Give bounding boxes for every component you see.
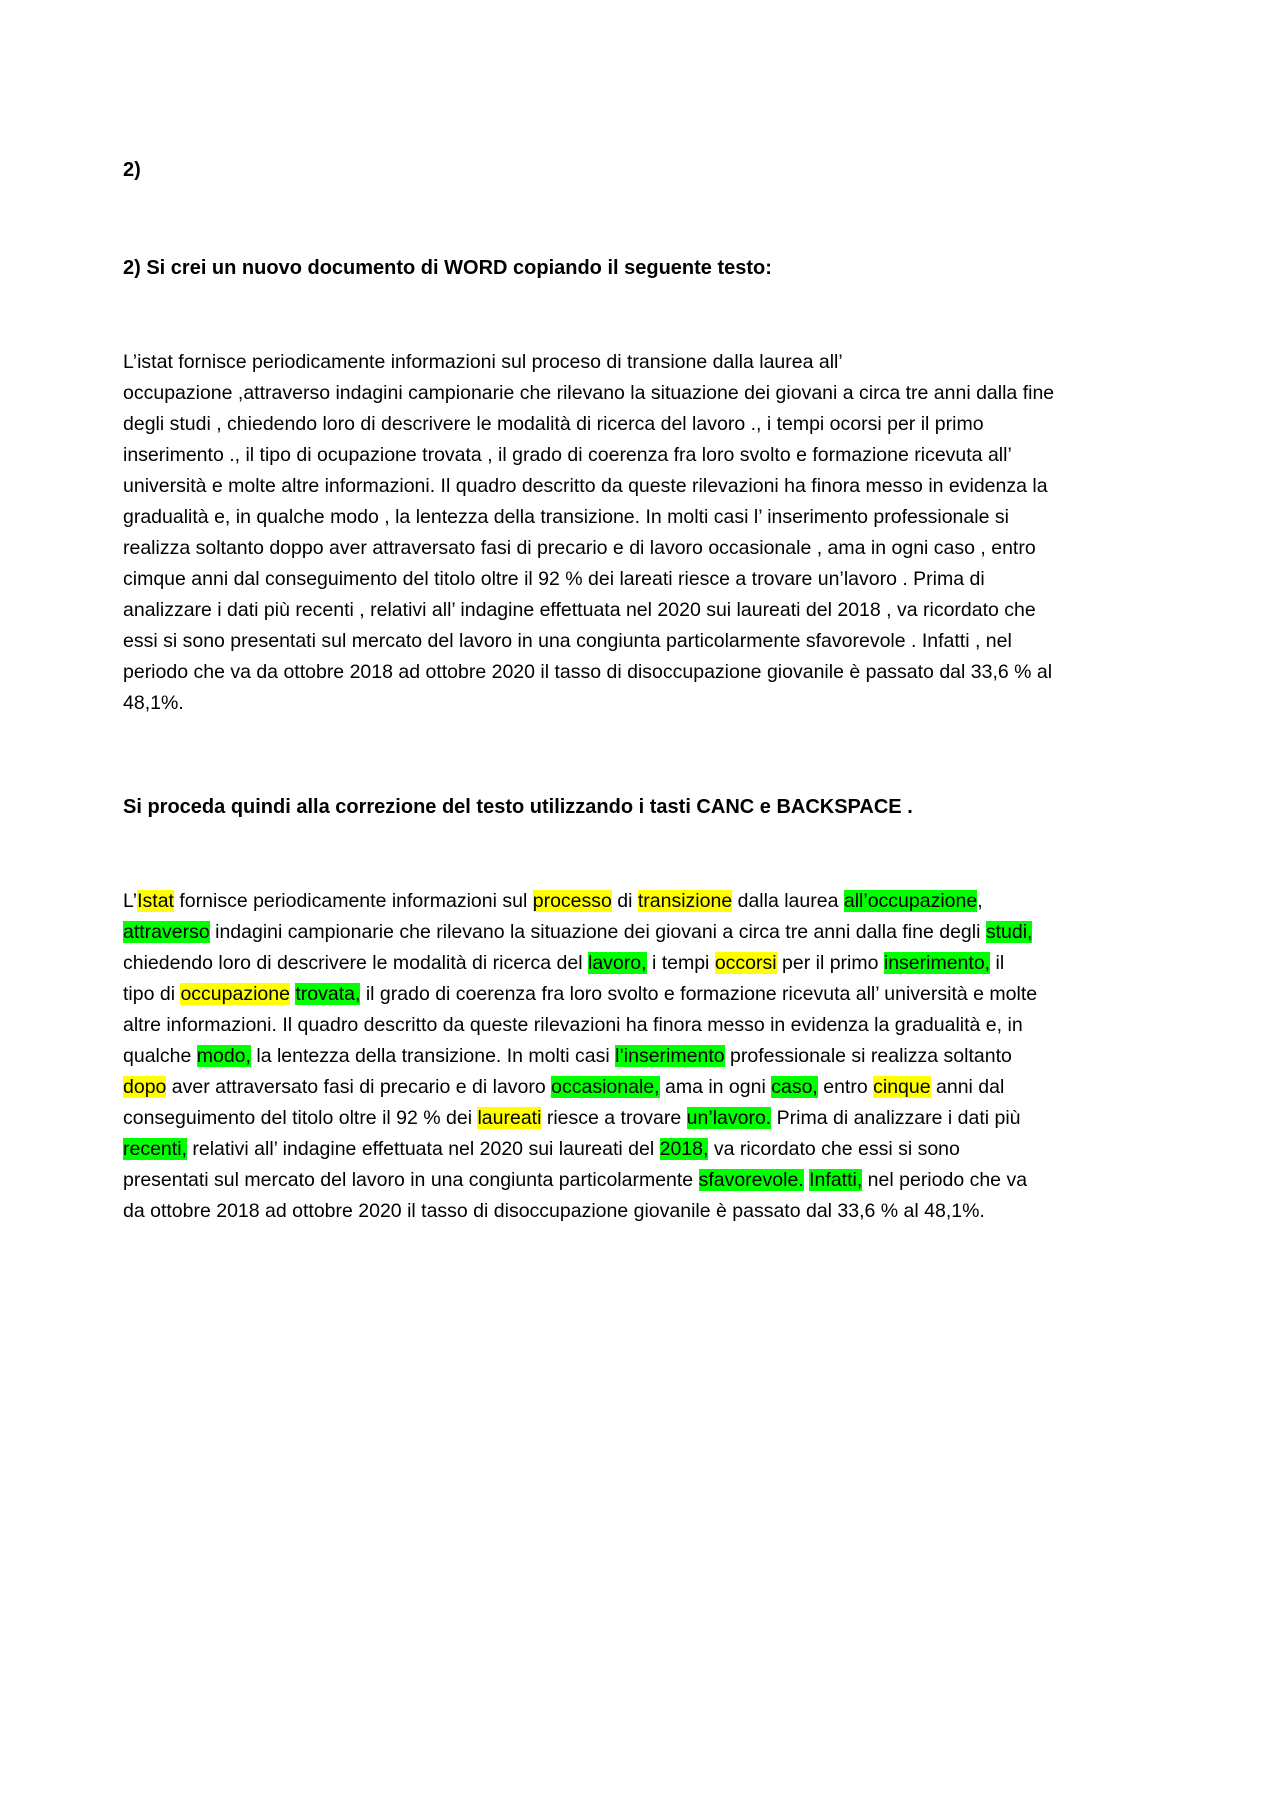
highlight-green-word: sfavorevole. <box>698 1169 804 1191</box>
corrected-text-line <box>123 886 1173 917</box>
corrected-text-line <box>123 1165 1173 1196</box>
highlight-green-word: Infatti, <box>809 1169 863 1191</box>
corrected-text-line <box>123 1041 1173 1072</box>
corrected-text-line <box>123 1010 1173 1041</box>
highlight-yellow-word: Istat <box>137 890 174 912</box>
highlight-green-word: 2018, <box>659 1138 709 1160</box>
text-segment: indagini campionarie che rilevano la situazione dei giovani a circa tre anni dalla fine degli <box>209 921 986 943</box>
highlight-yellow-word: processo <box>532 890 612 912</box>
corrected-text-line <box>123 1196 1173 1227</box>
text-segment: fornisce periodicamente informazioni sul <box>173 890 533 912</box>
text-segment: presentati sul mercato del lavoro in una congiunta particolarmente <box>123 1169 699 1191</box>
highlight-yellow-word: laureati <box>477 1107 542 1129</box>
text-segment: anni dal <box>930 1076 1005 1098</box>
corrected-text-line <box>123 917 1173 948</box>
text-segment: relativi all’ indagine effettuata nel 2020 sui laureati del <box>186 1138 660 1160</box>
text-segment: per il primo <box>776 952 884 974</box>
text-segment: dalla laurea <box>732 890 844 912</box>
highlight-green-word: studi, <box>985 921 1033 943</box>
original-text-line: università e molte altre informazioni. Il quadro descritto da queste rilevazioni ha finora messo in evidenza la <box>123 475 1048 497</box>
highlight-green-word: l’inserimento <box>615 1045 725 1067</box>
original-text-line: gradualità e, in qualche modo , la lentezza della transizione. In molti casi l’ inserimento professionale si <box>123 506 1009 528</box>
original-text-line: L’istat fornisce periodicamente informazioni sul proceso di transione dalla laurea all’ <box>123 351 843 373</box>
original-text-line: cimque anni dal conseguimento del titolo oltre il 92 % dei lareati riesce a trovare un’lavoro . Prima di <box>123 568 985 590</box>
corrected-text-line <box>123 948 1173 979</box>
highlight-yellow-word: occorsi <box>714 952 777 974</box>
task-heading: 2) Si crei un nuovo documento di WORD copiando il seguente testo: <box>123 257 772 279</box>
section-number: 2) <box>123 159 141 181</box>
highlight-yellow-word: dopo <box>123 1076 167 1098</box>
original-text-line: periodo che va da ottobre 2018 ad ottobre 2020 il tasso di disoccupazione giovanile è passato dal 33,6 % al <box>123 661 1053 683</box>
text-segment: altre informazioni. Il quadro descritto da queste rilevazioni ha finora messo in evidenza la gradualità e, in <box>123 1014 1023 1036</box>
original-text-line: occupazione ,attraverso indagini campionarie che rilevano la situazione dei giovani a circa tre anni dalla fine <box>123 382 1055 404</box>
text-segment: ama in ogni <box>659 1076 772 1098</box>
highlight-green-word: recenti, <box>123 1138 187 1160</box>
original-text-line: realizza soltanto doppo aver attraversato fasi di precario e di lavoro occasionale , ama in ogni caso , entro <box>123 537 1036 559</box>
highlight-green-word: caso, <box>771 1076 818 1098</box>
corrected-text-line <box>123 1103 1173 1134</box>
highlight-yellow-word: cinque <box>873 1076 931 1098</box>
corrected-text-line <box>123 1072 1173 1103</box>
text-segment: professionale si realizza soltanto <box>724 1045 1012 1067</box>
text-segment: di <box>611 890 638 912</box>
original-text-line: essi si sono presentati sul mercato del lavoro in una congiunta particolarmente sfavorevole . Infatti , nel <box>123 630 1012 652</box>
original-text-line: degli studi , chiedendo loro di descrivere le modalità di ricerca del lavoro ., i tempi ocorsi per il primo <box>123 413 984 435</box>
highlight-green-word: trovata, <box>295 983 361 1005</box>
text-segment: Prima di analizzare i dati più <box>771 1107 1021 1129</box>
text-segment: va ricordato che essi si sono <box>708 1138 960 1160</box>
corrected-paragraph <box>123 886 1173 1227</box>
text-segment: entro <box>817 1076 874 1098</box>
text-segment: , <box>977 890 983 912</box>
correction-heading: Si proceda quindi alla correzione del testo utilizzando i tasti CANC e BACKSPACE . <box>123 796 913 818</box>
text-segment: da ottobre 2018 ad ottobre 2020 il tasso di disoccupazione giovanile è passato dal 33,6 % al 48,1%. <box>123 1200 985 1222</box>
original-text-line: 48,1%. <box>123 692 184 714</box>
text-segment: la lentezza della transizione. In molti casi <box>250 1045 616 1067</box>
highlight-green-word: all’occupazione <box>843 890 978 912</box>
corrected-text-line <box>123 1134 1173 1165</box>
text-segment: il grado di coerenza fra loro svolto e formazione ricevuta all’ università e molte <box>360 983 1038 1005</box>
highlight-green-word: attraverso <box>123 921 210 943</box>
text-segment: il <box>990 952 1005 974</box>
highlight-yellow-word: occupazione <box>180 983 290 1005</box>
text-segment: tipo di <box>123 983 181 1005</box>
text-segment: qualche <box>123 1045 197 1067</box>
original-paragraph <box>123 347 1173 719</box>
text-segment: chiedendo loro di descrivere le modalità di ricerca del <box>123 952 588 974</box>
highlight-green-word: inserimento, <box>883 952 991 974</box>
text-segment: i tempi <box>646 952 715 974</box>
text-segment: conseguimento del titolo oltre il 92 % dei <box>123 1107 478 1129</box>
text-segment: aver attraversato fasi di precario e di lavoro <box>166 1076 552 1098</box>
original-text-line: inserimento ., il tipo di ocupazione trovata , il grado di coerenza fra loro svolto e formazione ricevuta all’ <box>123 444 1012 466</box>
corrected-text-line <box>123 979 1173 1010</box>
original-text-line: analizzare i dati più recenti , relativi all’ indagine effettuata nel 2020 sui laureati del 2018 , va ricordato che <box>123 599 1036 621</box>
text-segment: L’ <box>123 890 138 912</box>
highlight-yellow-word: transizione <box>637 890 733 912</box>
highlight-green-word: modo, <box>196 1045 251 1067</box>
text-segment: nel periodo che va <box>862 1169 1028 1191</box>
highlight-green-word: un’lavoro. <box>686 1107 772 1129</box>
highlight-green-word: occasionale, <box>551 1076 660 1098</box>
highlight-green-word: lavoro, <box>588 952 647 974</box>
text-segment: riesce a trovare <box>541 1107 687 1129</box>
